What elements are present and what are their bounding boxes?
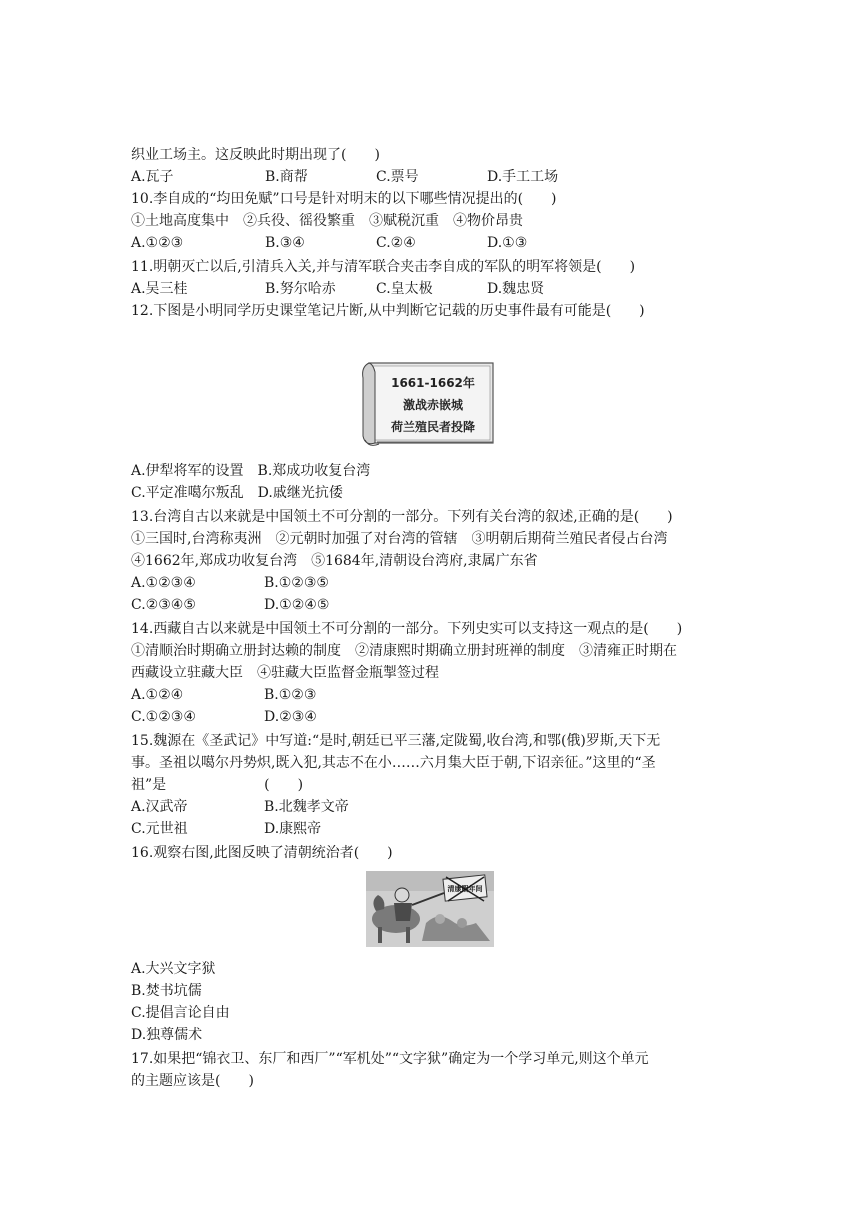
q10-option-a: A.①②③	[131, 235, 184, 251]
q9-stem-end: 织业工场主。这反映此时期出现了( )	[131, 147, 380, 163]
q14-stem: 14.西藏自古以来就是中国领土不可分割的一部分。下列史实可以支持这一观点的是( )	[131, 621, 683, 637]
q14-option-b: B.①②③	[264, 687, 317, 703]
q17-stem-row1: 17.如果把“锦衣卫、东厂和西厂”“军机处”“文字狱”确定为一个学习单元,则这个单元	[131, 1051, 649, 1067]
q16-option-c: C.提倡言论自由	[131, 1005, 230, 1021]
q15-stem-row3: 祖”是 ( )	[131, 777, 304, 793]
q16-option-a: A.大兴文字狱	[131, 961, 216, 977]
q15-stem-row2: 事。圣祖以噶尔丹势炽,既入犯,其志不在小……六月集大臣于朝,下诏亲征。”这里的“圣	[131, 755, 656, 771]
q15-option-b: B.北魏孝文帝	[264, 799, 349, 815]
q16-stem: 16.观察右图,此图反映了清朝统治者( )	[131, 845, 393, 861]
q11-stem: 11.明朝灭亡以后,引清兵入关,并与清军联合夹击李自成的军队的明军将领是( )	[131, 259, 636, 275]
horseman-cartoon-image	[366, 871, 494, 947]
q14-option-d: D.②③④	[264, 709, 317, 725]
cartoon-banner-text: 清康熙年间	[447, 885, 483, 893]
q12-stem: 12.下图是小明同学历史课堂笔记片断,从中判断它记载的历史事件最有可能是( )	[131, 303, 645, 319]
q14-option-a: A.①②④	[131, 687, 184, 703]
note-line-1: 1661-1662年	[391, 376, 475, 390]
q12-options-row2: C.平定准噶尔叛乱 D.戚继光抗倭	[131, 485, 343, 501]
q9-option-b: B.商帮	[265, 169, 308, 185]
q16-option-b: B.焚书坑儒	[131, 983, 202, 999]
q15-option-d: D.康熙帝	[264, 821, 322, 837]
note-line-2: 激战赤嵌城	[402, 398, 464, 412]
q13-option-d: D.①②④⑤	[264, 597, 330, 613]
q13-stem: 13.台湾自古以来就是中国领土不可分割的一部分。下列有关台湾的叙述,正确的是( )	[131, 509, 673, 525]
q13-items-row1: ①三国时,台湾称夷洲 ②元朝时加强了对台湾的管辖 ③明朝后期荷兰殖民者侵占台湾	[131, 531, 668, 547]
q9-option-c: C.票号	[376, 169, 419, 185]
q14-option-c: C.①②③④	[131, 709, 196, 725]
q9-option-a: A.瓦子	[131, 169, 174, 185]
q11-option-b: B.努尔哈赤	[265, 281, 336, 297]
note-line-3: 荷兰殖民者投降	[390, 420, 476, 434]
q9-option-d: D.手工工场	[487, 169, 559, 185]
q13-option-b: B.①②③⑤	[264, 575, 329, 591]
q14-items-row2: 西藏设立驻藏大臣 ④驻藏大臣监督金瓶掣签过程	[131, 665, 439, 681]
q11-option-a: A.吴三桂	[131, 281, 188, 297]
q16-option-d: D.独尊儒术	[131, 1027, 203, 1043]
q12-options-row1: A.伊犁将军的设置 B.郑成功收复台湾	[131, 463, 371, 479]
q10-option-b: B.③④	[265, 235, 305, 251]
q10-option-d: D.①③	[487, 235, 528, 251]
q13-items-row2: ④1662年,郑成功收复台湾 ⑤1684年,清朝设台湾府,隶属广东省	[131, 553, 538, 569]
q11-option-d: D.魏忠贤	[487, 281, 545, 297]
q10-stem: 10.李自成的“均田免赋”口号是针对明末的以下哪些情况提出的( )	[131, 191, 557, 207]
scroll-paper-image	[359, 358, 499, 448]
q17-stem-row2: 的主题应该是( )	[131, 1073, 254, 1089]
q10-option-c: C.②④	[376, 235, 416, 251]
q15-stem-row1: 15.魏源在《圣武记》中写道:“是时,朝廷已平三藩,定陇蜀,收台湾,和鄂(俄)罗斯,天下无	[131, 733, 661, 749]
q15-option-a: A.汉武帝	[131, 799, 188, 815]
cartoon-figure	[366, 871, 494, 947]
class-note-figure	[359, 358, 499, 448]
q11-option-c: C.皇太极	[376, 281, 433, 297]
q10-items: ①土地高度集中 ②兵役、徭役繁重 ③赋税沉重 ④物价昂贵	[131, 213, 523, 229]
q13-option-c: C.②③④⑤	[131, 597, 196, 613]
q15-option-c: C.元世祖	[131, 821, 188, 837]
q14-items-row1: ①清顺治时期确立册封达赖的制度 ②清康熙时期确立册封班禅的制度 ③清雍正时期在	[131, 643, 677, 659]
q13-option-a: A.①②③④	[131, 575, 196, 591]
